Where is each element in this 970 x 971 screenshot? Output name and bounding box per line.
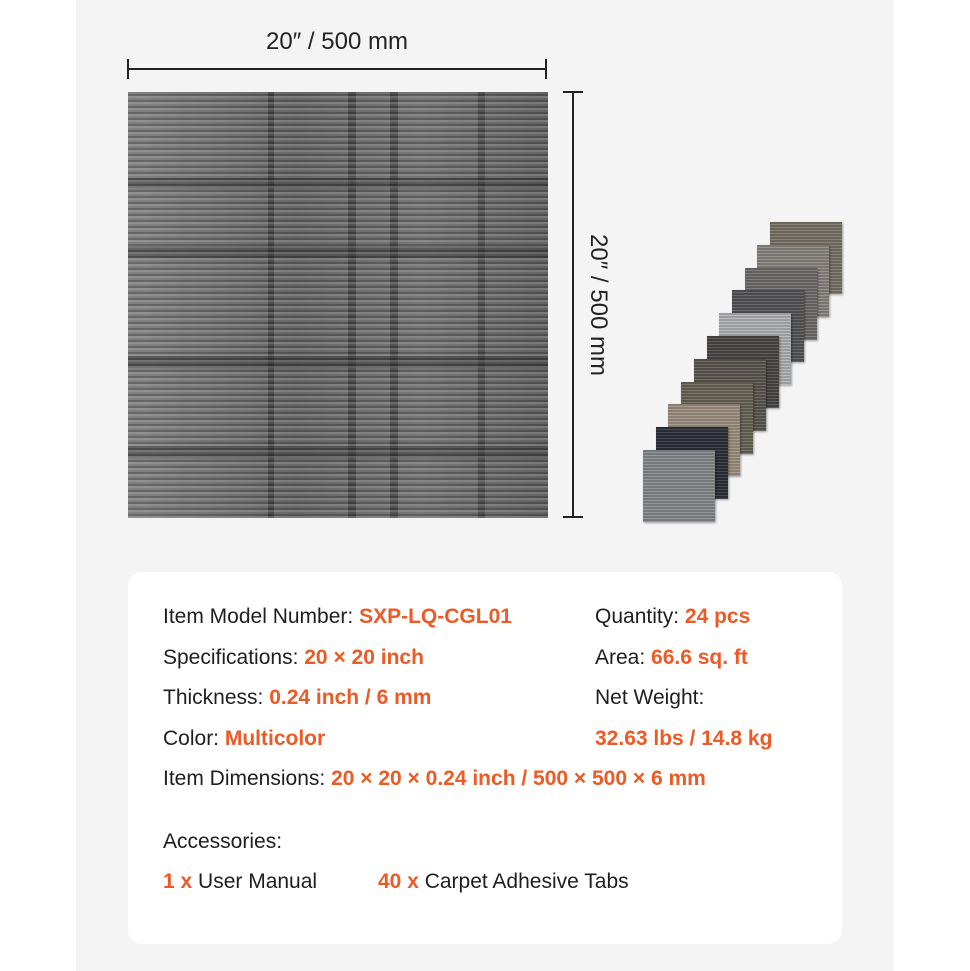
height-dimension-label: 20″ / 500 mm <box>585 234 612 376</box>
spec-model-value: SXP-LQ-CGL01 <box>359 605 512 628</box>
spec-quantity <box>595 605 750 629</box>
spec-net-weight-value: 32.63 lbs / 14.8 kg <box>595 727 773 750</box>
spec-quantity-label: Quantity: <box>595 605 685 628</box>
spec-quantity-value: 24 pcs <box>684 605 751 628</box>
spec-color-value: Multicolor <box>224 727 326 750</box>
height-dimension-cap-bottom <box>563 516 583 518</box>
spec-net-weight-label: Net Weight: <box>595 686 705 709</box>
spec-area-label: Area: <box>595 646 652 669</box>
accessory-user-manual-qty: 1 x <box>163 870 193 893</box>
spec-thickness-value: 0.24 inch / 6 mm <box>269 686 432 709</box>
width-dimension-label: 20″ / 500 mm <box>266 28 408 55</box>
spec-item-dimensions-label: Item Dimensions: <box>163 767 332 790</box>
spec-area-value: 66.6 sq. ft <box>651 646 748 669</box>
accessory-user-manual-name: User Manual <box>192 870 318 893</box>
height-dimension-cap-top <box>563 91 583 93</box>
spec-model-label: Item Model Number: <box>163 605 360 628</box>
accessory-user-manual <box>163 870 317 894</box>
spec-thickness-label: Thickness: <box>163 686 270 709</box>
height-dimension-line <box>572 92 574 517</box>
width-dimension-cap-right <box>545 59 547 79</box>
spec-specifications-value: 20 × 20 inch <box>304 646 424 669</box>
accessory-adhesive-tabs <box>378 870 629 894</box>
accessory-adhesive-tabs-name: Carpet Adhesive Tabs <box>418 870 629 893</box>
spec-model <box>163 605 512 629</box>
carpet-tile-image <box>128 92 548 518</box>
spec-specifications <box>163 646 424 670</box>
width-dimension-line <box>128 68 546 70</box>
spec-color-label: Color: <box>163 727 225 750</box>
accessories-heading: Accessories: <box>163 830 283 853</box>
color-sample-swatch <box>643 450 715 522</box>
spec-area <box>595 646 748 670</box>
spec-item-dimensions <box>163 767 706 791</box>
spec-specifications-label: Specifications: <box>163 646 305 669</box>
spec-color <box>163 727 325 751</box>
accessory-adhesive-tabs-qty: 40 x <box>378 870 419 893</box>
width-dimension-cap-left <box>127 59 129 79</box>
spec-thickness <box>163 686 431 710</box>
spec-item-dimensions-value: 20 × 20 × 0.24 inch / 500 × 500 × 6 mm <box>331 767 706 790</box>
